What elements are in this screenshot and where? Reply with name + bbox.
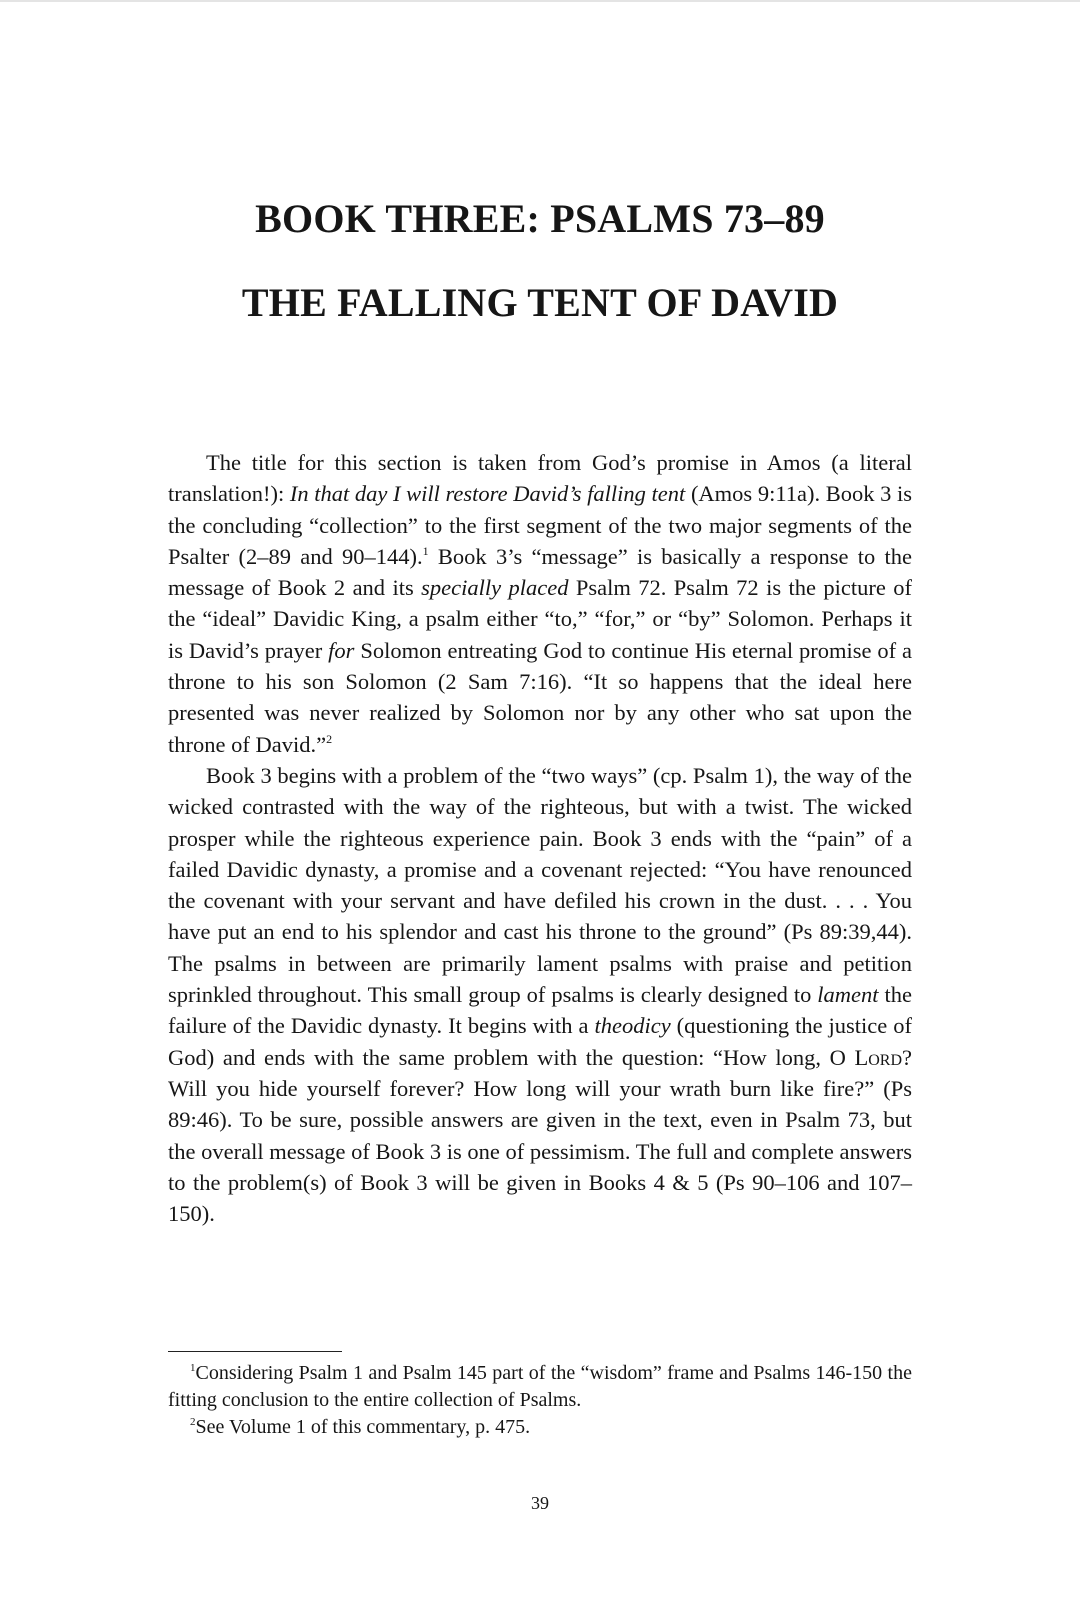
text-run: Psalm 72. Psalm 72 is the picture of the “ideal” Davidic King, a psalm either “to,” “for,” or “by” Solomon. Perhaps it is David’s prayer [168, 575, 912, 663]
footnote-1 [168, 1360, 912, 1414]
body-paragraph-1 [168, 447, 912, 760]
italic-emphasis: lament [817, 982, 879, 1008]
footnote-text-1: Considering Psalm 1 and Psalm 145 part of the “wisdom” frame and Psalms 146-150 the fitting conclusion to the entire collection of Psalms. [168, 1362, 912, 1411]
text-run: Book 3’s “message” is basically a response to the message of Book 2 and its [168, 543, 912, 601]
text-run: Solomon entreating God to continue His eternal promise of a throne to his son Solomon (2 Sam 7:16). “It so happens that the ideal here presented was never realized by Solomon nor by any other who sat upon the throne of David.” [168, 637, 912, 757]
text-run: The title for this section is taken from God’s promise in Amos (a literal translation!): [168, 450, 912, 507]
chapter-title: BOOK THREE: PSALMS 73–89 [255, 196, 825, 241]
text-run: (Amos 9:11a). Book 3 is the concluding “collection” to the first segment of the two major segments of the Psalter (2–89 and 90–144). [168, 481, 913, 569]
footnote-marker-2: 2 [190, 1416, 196, 1428]
footnote-ref-2[interactable]: 2 [326, 731, 333, 746]
text-run: Book 3 begins with a problem of the “two ways” (cp. Psalm 1), the way of the wicked contrasted with the way of the righteous, but with a twist. The wicked prosper while the righteous experience pain. Book 3 ends with the “pain” of a failed Davidic dynasty, a promise and a covenant rejected: “You have renounced the covenant with your servant and have defiled his crown in the dust. . . . You have put an end to his splendor and cast his throne to the ground” (Ps 89:39,44). The psalms in between are primarily lament psalms with praise and petition sprinkled throughout. This small group of psalms is clearly designed to [168, 762, 912, 1008]
text-run: the failure of the Davidic dynasty. It begins with a [168, 982, 912, 1039]
italic-emphasis: specially placed [421, 575, 569, 601]
footnote-text-2: See Volume 1 of this commentary, p. 475. [195, 1416, 531, 1438]
footnotes [168, 1360, 912, 1441]
footnote-2 [168, 1414, 912, 1441]
italic-quote-amos: In that day I will restore David’s falling tent [289, 481, 686, 507]
footnote-ref-1[interactable]: 1 [422, 543, 429, 558]
footnote-marker-1: 1 [190, 1362, 196, 1374]
text-run: (questioning the justice of God) and ends with the same problem with the question: “How long, O [168, 1013, 912, 1070]
body-text [168, 447, 912, 1229]
italic-emphasis: theodicy [594, 1013, 671, 1039]
chapter-headings [0, 196, 1080, 326]
body-paragraph-2 [168, 760, 912, 1229]
italic-emphasis: for [328, 637, 355, 663]
chapter-subtitle: THE FALLING TENT OF DAVID [241, 280, 839, 325]
footnote-divider [168, 1351, 342, 1352]
page-number: 39 [531, 1493, 549, 1513]
small-caps-lord: Lord [854, 1044, 902, 1070]
text-run: ? Will you hide yourself forever? How long will your wrath burn like fire?” (Ps 89:46). To be sure, possible answers are given in the text, even in Psalm 73, but the overall message of Book 3 is one of pessimism. The full and complete answers to the problem(s) of Book 3 will be given in Books 4 & 5 (Ps 90–106 and 107–150). [168, 1044, 912, 1227]
